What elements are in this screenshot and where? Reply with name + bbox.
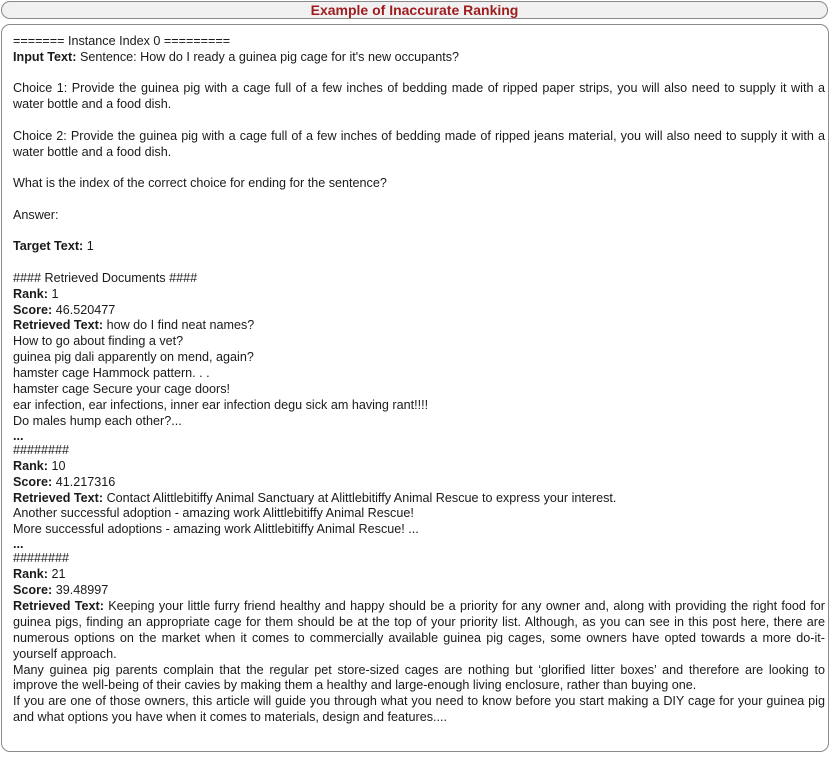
question: What is the index of the correct choice for ending for the sentence?	[13, 176, 387, 191]
ellipsis: ...	[13, 537, 24, 552]
input-sentence: Sentence: How do I ready a guinea pig cage for it's new occupants?	[79, 49, 459, 64]
target-value: 1	[86, 239, 94, 254]
doc-rank	[13, 287, 825, 303]
doc-retrieved-text	[13, 318, 825, 334]
doc-rank	[13, 567, 825, 583]
retrieved-first-line: Contact Alittlebitiffy Animal Sanctuary at Alittlebitiffy Animal Rescue to express your interest.	[106, 490, 617, 505]
doc-score	[13, 475, 825, 491]
doc-score	[13, 583, 825, 599]
retrieved-header: #### Retrieved Documents ####	[13, 270, 198, 285]
score-value: 39.48997	[55, 583, 109, 598]
score-value: 41.217316	[55, 474, 116, 489]
score-value: 46.520477	[55, 302, 116, 317]
choice-2: Choice 2: Provide the guinea pig with a cage full of a few inches of bedding made of ripped jeans material, you will also need to supply it with a water bottle and a food dish.	[13, 128, 825, 159]
rank-label: Rank:	[13, 567, 48, 582]
separator: ########	[13, 551, 70, 566]
target-label: Target Text:	[13, 239, 84, 254]
retrieved-label: Retrieved Text:	[13, 318, 104, 333]
target-text	[13, 239, 825, 255]
score-label: Score:	[13, 474, 53, 489]
instance-header: ======= Instance Index 0 =========	[13, 34, 231, 48]
rank-value: 10	[51, 458, 66, 473]
doc-line: Another successful adoption - amazing work Alittlebitiffy Animal Rescue!	[13, 506, 414, 521]
figure-title: Example of Inaccurate Ranking	[1, 1, 828, 19]
doc-line: Do males hump each other?...	[13, 413, 182, 428]
doc-retrieved-text	[13, 491, 825, 507]
rank-label: Rank:	[13, 286, 48, 301]
doc-line: hamster cage Hammock pattern. . .	[13, 366, 210, 381]
retrieved-label: Retrieved Text:	[13, 598, 104, 613]
ellipsis: ...	[13, 428, 24, 443]
doc-retrieved-text	[13, 599, 825, 663]
doc-line: ear infection, ear infections, inner ear infection degu sick am having rant!!!!	[13, 397, 429, 412]
retrieved-first-line: Keeping your little furry friend healthy and happy should be a priority for any owner and, along with providing the right food for guinea pigs, finding an appropriate cage for them should be at the top of your priority list. Although, as you can see in this post here, there are numerous options on the market when it comes to commercially available guinea pig cages, some owners have opted towards a more do-it-yourself approach.	[13, 598, 825, 661]
example-panel	[1, 24, 829, 752]
doc-line: Many guinea pig parents complain that the regular pet store-sized cages are nothing but ‘glorified litter boxes’ and therefore are looking to improve the well-being of their cavies by making them a healthy and large-enough living enclosure, rather than buying one.	[13, 662, 825, 693]
choice-1: Choice 1: Provide the guinea pig with a cage full of a few inches of bedding made of ripped paper strips, you will also need to supply it with a water bottle and a food dish.	[13, 81, 825, 112]
separator: ########	[13, 442, 70, 457]
score-label: Score:	[13, 302, 53, 317]
example-text	[13, 34, 825, 726]
doc-line: How to go about finding a vet?	[13, 334, 184, 349]
score-label: Score:	[13, 583, 53, 598]
rank-value: 21	[51, 567, 66, 582]
rank-label: Rank:	[13, 458, 48, 473]
doc-rank	[13, 459, 825, 475]
retrieved-label: Retrieved Text:	[13, 490, 104, 505]
doc-line: If you are one of those owners, this article will guide you through what you need to know before you start making a DIY cage for your guinea pig and what options you have when it comes to materials, design and features....	[13, 694, 825, 725]
rank-value: 1	[51, 286, 59, 301]
doc-score	[13, 303, 825, 319]
doc-line: More successful adoptions - amazing work Alittlebitiffy Animal Rescue! ...	[13, 522, 419, 537]
doc-line: hamster cage Secure your cage doors!	[13, 382, 231, 397]
input-label: Input Text:	[13, 49, 77, 64]
doc-line: guinea pig dali apparently on mend, again?	[13, 350, 254, 365]
retrieved-first-line: how do I find neat names?	[106, 318, 255, 333]
input-text	[13, 50, 825, 66]
answer: Answer:	[13, 207, 59, 222]
